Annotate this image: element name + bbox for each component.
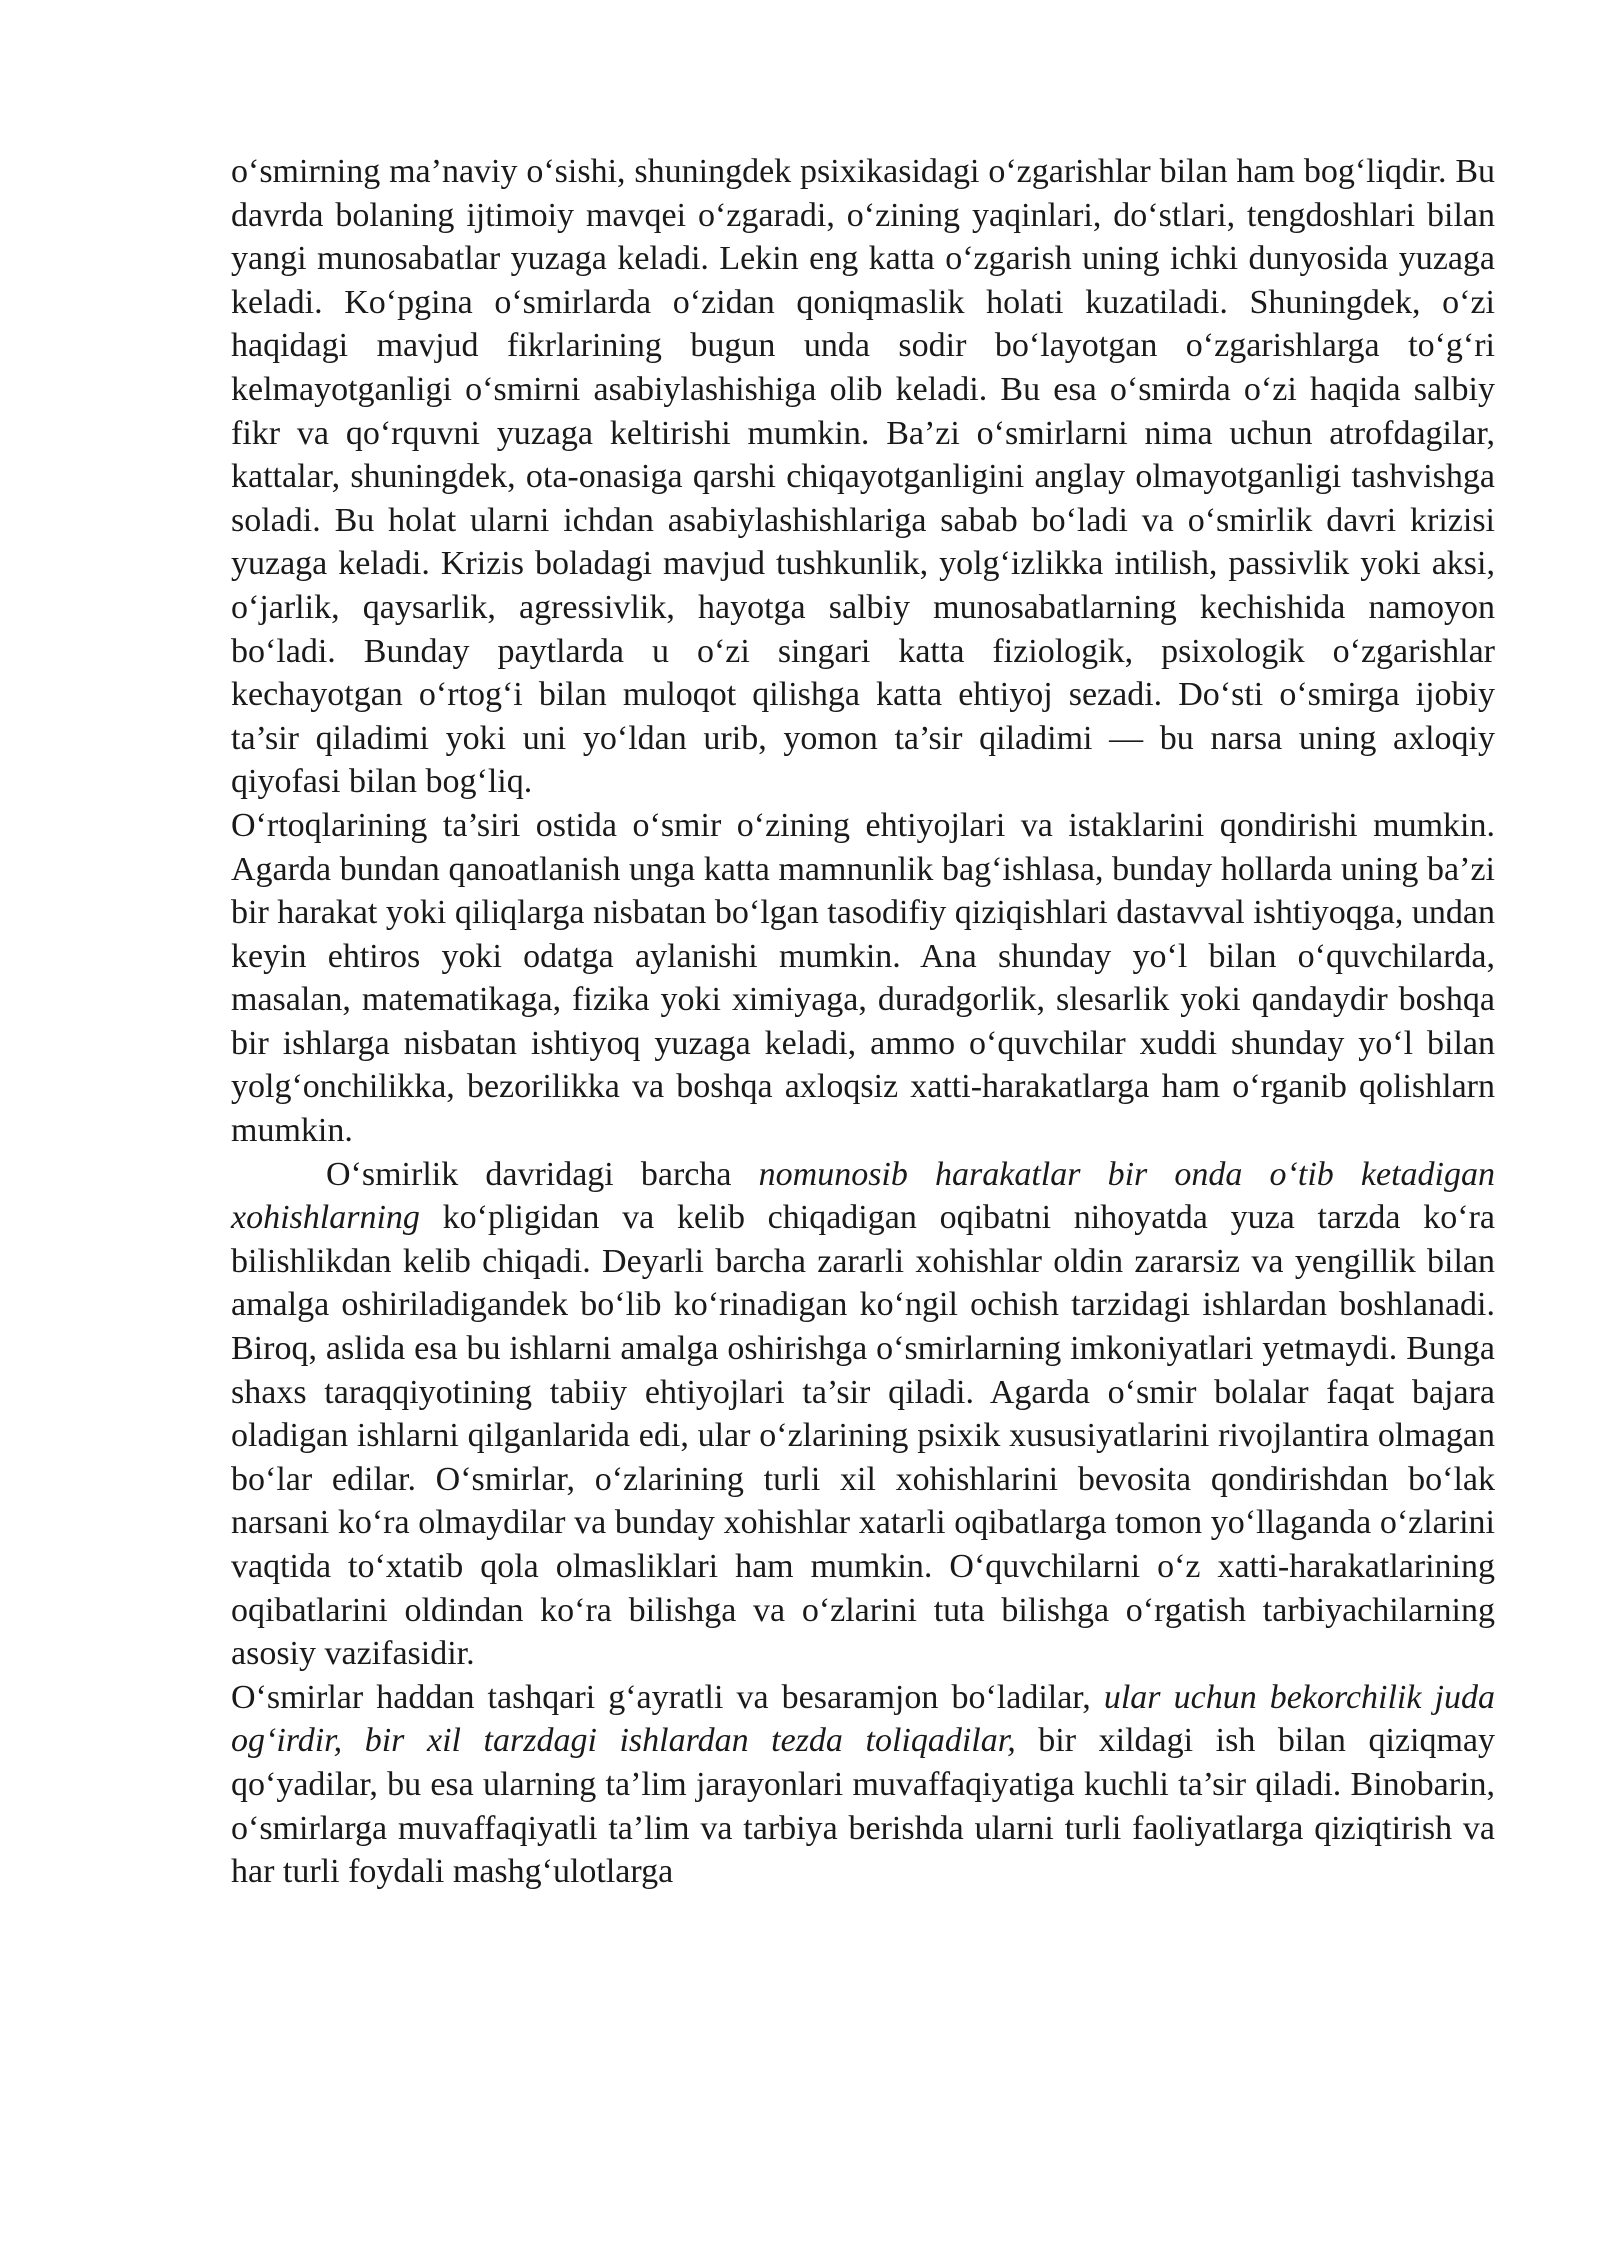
paragraph-4-text-start: O‘smirlar haddan tashqari g‘ayratli va besaramjon bo‘ladilar,: [231, 1678, 1104, 1716]
paragraph-1-text: o‘smirning ma’naviy o‘sishi, shuningdek psixikasidagi o‘zgarishlar bilan ham bog‘liqdir. Bu davrda bolaning ijtimoiy mavqei o‘zgaradi, o‘zining yaqinlari, do‘stlari, tengdoshlari bilan yangi munosabatlar yuzaga keladi. Lekin eng katta o‘zgarish uning ichki dunyosida yuzaga keladi. Ko‘pgina o‘smirlarda o‘zidan qoniqmaslik holati kuzatiladi. Shuningdek, o‘zi haqidagi mavjud fikrlarining bugun unda sodir bo‘layotgan o‘zgarishlarga to‘g‘ri kelmayotganligi o‘smirni asabiylashishiga olib keladi. Bu esa o‘smirda o‘zi haqida salbiy fikr va qo‘rquvni yuzaga keltirishi mumkin. Ba’zi o‘smirlarni nima uchun atrofdagilar, kattalar, shuningdek, ota-onasiga qarshi chiqayotganligini anglay olmayotganligi tashvishga soladi. Bu holat ularni ichdan asabiylashishlariga sabab bo‘ladi va o‘smirlik davri krizisi yuzaga keladi. Krizis boladagi mavjud tushkunlik, yolg‘izlikka intilish, passivlik yoki aksi, o‘jarlik, qaysarlik, agressivlik, hayotga salbiy munosabatlarning kechishida namoyon bo‘ladi. Bunday paytlarda u o‘zi singari katta fiziologik, psixologik o‘zgarishlar kechayotgan o‘rtog‘i bilan muloqot qilishga katta ehtiyoj sezadi. Do‘sti o‘smirga ijobiy ta’sir qiladimi yoki uni yo‘ldan urib, yomon ta’sir qiladimi — bu narsa uning axloqiy qiyofasi bilan bog‘liq.: [231, 153, 1495, 801]
paragraph-4-italic-phrase: ular uchun bekorchilik juda og‘irdir, bir xil tarzdagi ishlardan tezda toliqadilar,: [231, 1678, 1495, 1760]
paragraph-4: [231, 1676, 1495, 1894]
paragraph-3: [231, 1153, 1495, 1676]
paragraph-3-text-start: O‘smirlik davridagi barcha: [326, 1155, 759, 1193]
paragraph-3-italic-phrase: nomunosib harakatlar bir onda o‘tib ketadigan xohishlarning: [231, 1155, 1495, 1237]
paragraph-4-text-rest: bir xildagi ish bilan qiziqmay qo‘yadilar, bu esa ularning ta’lim jarayonlari muvaffaqiyatiga kuchli ta’sir qiladi. Binobarin, o‘smirlarga muvaffaqiyatli ta’lim va tarbiya berishda ularni turli faoliyatlarga qiziqtirish va har turli foydali mashg‘ulotlarga: [231, 1722, 1495, 1891]
paragraph-2-text: O‘rtoqlarining ta’siri ostida o‘smir o‘zining ehtiyojlari va istaklarini qondirishi mumkin. Agarda bundan qanoatlanish unga katta mamnunlik bag‘ishlasa, bunday hollarda uning ba’zi bir harakat yoki qiliqlarga nisbatan bo‘lgan tasodifiy qiziqishlari dastavval ishtiyoqga, undan keyin ehtiros yoki odatga aylanishi mumkin. Ana shunday yo‘l bilan o‘quvchilarda, masalan, matematikaga, fizika yoki ximiyaga, duradgorlik, slesarlik yoki qandaydir boshqa bir ishlarga nisbatan ishtiyoq yuzaga keladi, ammo o‘quvchilar xuddi shunday yo‘l bilan yolg‘onchilikka, bezorilikka va boshqa axloqsiz xatti-harakatlarga ham o‘rganib qolishlarn mumkin.: [231, 806, 1495, 1150]
paragraph-1: [231, 150, 1495, 804]
paragraph-2: [231, 804, 1495, 1153]
paragraph-3-text-rest: ko‘pligidan va kelib chiqadigan oqibatni nihoyatda yuza tarzda ko‘ra bilishlikdan kelib chiqadi. Deyarli barcha zararli xohishlar oldin zararsiz va yengillik bilan amalga oshiriladigandek bo‘lib ko‘rinadigan ko‘ngil ochish tarzidagi ishlardan boshlanadi. Biroq, aslida esa bu ishlarni amalga oshirishga o‘smirlarning imkoniyatlari yetmaydi. Bunga shaxs taraqqiyotining tabiiy ehtiyojlari ta’sir qiladi. Agarda o‘smir bolalar faqat bajara oladigan ishlarni qilganlarida edi, ular o‘zlarining psixik xususiyatlarini rivojlantira olmagan bo‘lar edilar. O‘smirlar, o‘zlarining turli xil xohishlarini bevosita qondirishdan bo‘lak narsani ko‘ra olmaydilar va bunday xohishlar xatarli oqibatlarga tomon yo‘llaganda o‘zlarini vaqtida to‘xtatib qola olmasliklari ham mumkin. O‘quvchilarni o‘z xatti-harakatlarining oqibatlarini oldindan ko‘ra bilishga va o‘zlarini tuta bilishga o‘rgatish tarbiyachilarning asosiy vazifasidir.: [231, 1199, 1495, 1673]
document-page: [231, 150, 1495, 1894]
